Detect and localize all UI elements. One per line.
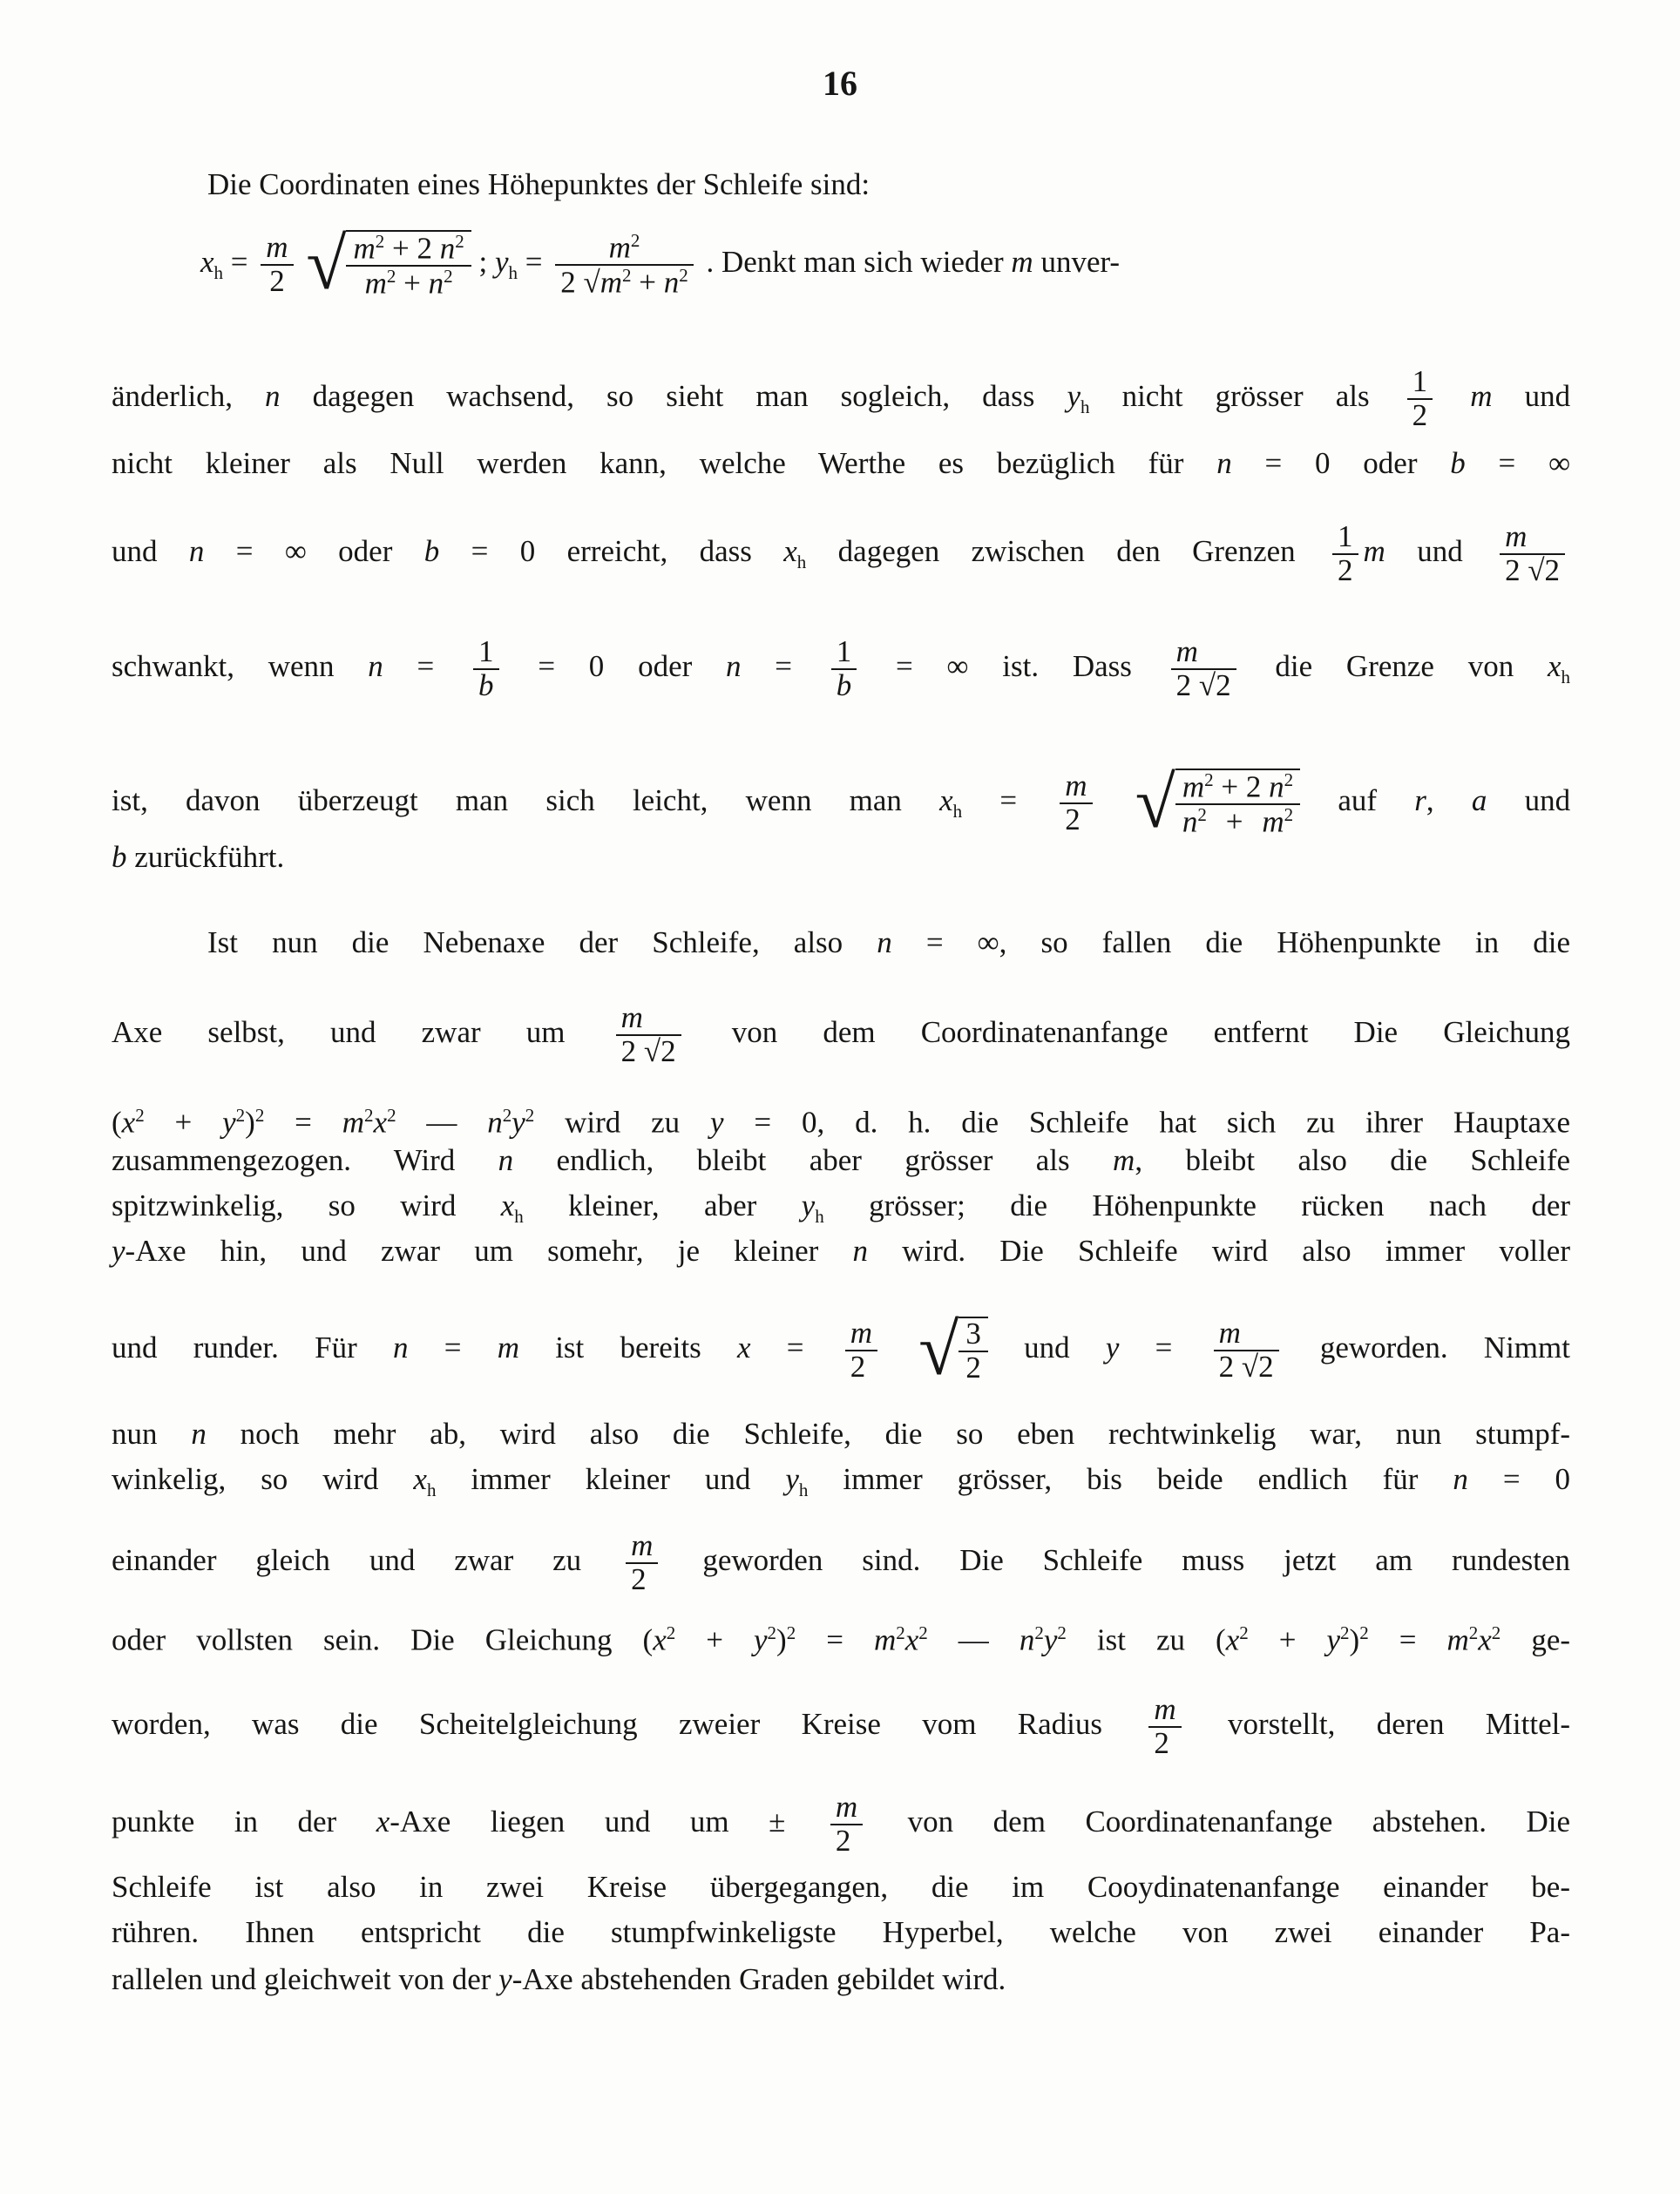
text-line: ist, davon überzeugt man sich leicht, wenn man $x_h$ = $\frac{m}{2}$ √ $\frac{m^2 + 2 n^2}{n^2 + m^2}$ auf r, a und bbox=[112, 762, 1571, 843]
text-line: nicht kleiner als Null werden kann, welche Werthe es bezüglich für n = 0 oder b = ∞ bbox=[112, 446, 1571, 480]
text-line: rallelen und gleichweit von der y-Axe abstehenden Graden gebildet wird. bbox=[112, 1962, 1006, 1996]
text-line: oder vollsten sein. Die Gleichung $(x^2 + y^2)^2 = m^2x^2$ — $n^2y^2$ ist zu $(x^2 + y^2)^2 = m^2x^2$ ge- bbox=[112, 1622, 1571, 1657]
page-number: 16 bbox=[823, 64, 857, 103]
text-line: Schleife ist also in zwei Kreise übergegangen, die im Cooydinatenanfange einander be- bbox=[112, 1870, 1570, 1904]
text-line: Die Coordinaten eines Höhepunktes der Schleife sind: bbox=[207, 167, 870, 201]
text-line: änderlich, n dagegen wachsend, so sieht man sogleich, dass $y_h$ nicht grösser als $\frac{1}{2}$ m und bbox=[112, 364, 1571, 432]
text-line: punkte in der x-Axe liegen und um ± $\frac{m}{2}$ von dem Coordinatenanfange abstehen. Die bbox=[112, 1790, 1571, 1858]
text-line: winkelig, so wird $x_h$ immer kleiner und $y_h$ immer grösser, bis beide endlich für n = 0 bbox=[112, 1462, 1571, 1500]
text-line: und n = ∞ oder b = 0 erreicht, dass $x_h$ dagegen zwischen den Grenzen $\frac{1}{2}$ m und $\frac{m}{2 √2}$ bbox=[112, 521, 1570, 587]
text-line: b zurückführt. bbox=[112, 840, 285, 874]
formula-line: $x_h$ = $\frac{m}{2}$ √ $\frac{m^2 + 2 n^2}{m^2 + n^2}$ ; $y_h$ = $\frac{m^2}{2 √m^2 + n^2}$ . Denkt man sich wieder m unver- bbox=[200, 224, 1121, 305]
text-line: spitzwinkelig, so wird $x_h$ kleiner, aber $y_h$ grösser; die Höhenpunkte rücken nach der bbox=[112, 1188, 1571, 1227]
text-line: Ist nun die Nebenaxe der Schleife, also n = ∞, so fallen die Höhenpunkte in die bbox=[207, 925, 1570, 959]
text-line: rühren. Ihnen entspricht die stumpfwinkeligste Hyperbel, welche von zwei einander Pa- bbox=[112, 1915, 1570, 1949]
text-line: nun n noch mehr ab, wird also die Schleife, die so eben rechtwinkelig war, nun stumpf- bbox=[112, 1417, 1571, 1451]
text-line: y-Axe hin, und zwar um somehr, je kleiner n wird. Die Schleife wird also immer voller bbox=[112, 1234, 1570, 1268]
text-line: worden, was die Scheitelgleichung zweier Kreise vom Radius $\frac{m}{2}$ vorstellt, deren Mittel- bbox=[112, 1692, 1570, 1760]
text-line: einander gleich und zwar zu $\frac{m}{2}$ geworden sind. Die Schleife muss jetzt am rundesten bbox=[112, 1528, 1571, 1596]
text-line: $(x^2 + y^2)^2 = m^2x^2$ — $n^2y^2$ wird zu y = 0, d. h. die Schleife hat sich zu ihrer Hauptaxe bbox=[112, 1105, 1571, 1140]
text-line: schwankt, wenn n = $\frac{1}{b}$ = 0 oder n = $\frac{1}{b}$ = ∞ ist. Dass $\frac{m}{2 √2}$ die Grenze von $x_h$ bbox=[112, 634, 1571, 702]
text-line: Axe selbst, und zwar um $\frac{m}{2 √2}$ von dem Coordinatenanfange entfernt Die Gleichung bbox=[112, 1000, 1571, 1068]
text-line: und runder. Für n = m ist bereits x = $\frac{m}{2}$ √ $\frac{3}{2}$ und y = $\frac{m}{2 √2}$ geworden. Nimmt bbox=[112, 1310, 1570, 1391]
text-line: zusammengezogen. Wird n endlich, bleibt aber grösser als m, bleibt also die Schleife bbox=[112, 1143, 1571, 1177]
